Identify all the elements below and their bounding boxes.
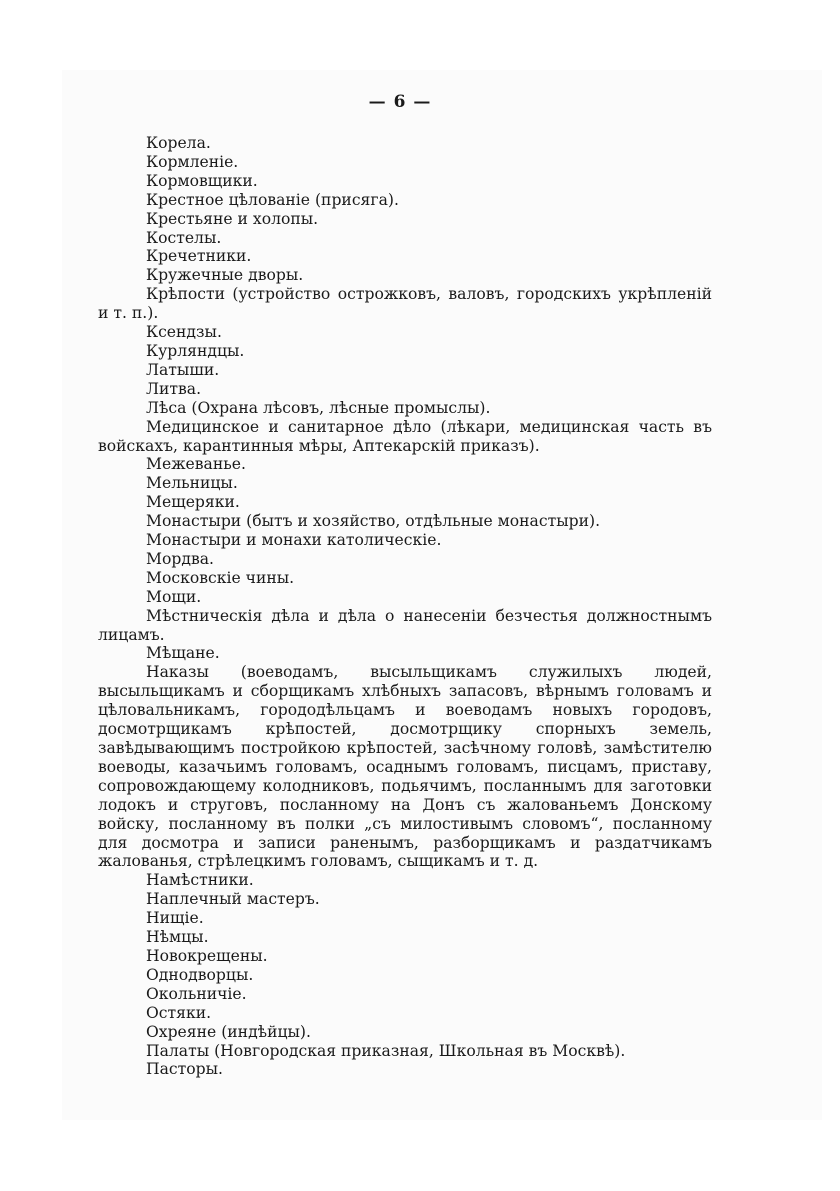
list-item: Наказы (воеводамъ, высыльщикамъ служилыхъ людей, высыльщикамъ и сборщикамъ хлѣбныхъ запасовъ, вѣрнымъ головамъ и цѣловальникамъ, горододѣльцамъ и воеводамъ новыхъ городовъ, досмотрщикамъ крѣпостей, досмотрщику спорныхъ земель, завѣдывающимъ постройкою крѣпостей, засѣчному головѣ, замѣстителю воеводы, казачьимъ головамъ, осаднымъ головамъ, писцамъ, приставу, сопровождающему колодниковъ, подьячимъ, посланнымъ для заготовки лодокъ и струговъ, посланному на Донъ съ жалованьемъ Донскому войску, посланному въ полки „съ милостивымъ словомъ“, посланному для досмотра и записи раненымъ, разборщикамъ и раздатчикамъ жалованья, стрѣлецкимъ головамъ, сыщикамъ и т. д. — [98, 663, 712, 871]
list-item: Намѣстники. — [146, 871, 254, 890]
list-item: Монастыри (бытъ и хозяйство, отдѣльные монастыри). — [146, 512, 601, 531]
list-item: Крестное цѣлованіе (присяга). — [146, 190, 399, 209]
list-item: Кружечные дворы. — [146, 266, 304, 285]
list-item: Мещеряки. — [146, 493, 240, 512]
list-item: Литва. — [146, 379, 202, 398]
list-item: Московскіе чины. — [146, 568, 295, 587]
list-item: Кормленіе. — [146, 152, 239, 171]
list-item: Нищіе. — [146, 909, 204, 928]
list-item: Нѣмцы. — [146, 928, 209, 947]
list-item: Окольничіе. — [146, 984, 247, 1003]
list-item: Однодворцы. — [146, 965, 254, 984]
list-item: Корела. — [146, 134, 211, 152]
list-item: Лѣса (Охрана лѣсовъ, лѣсные промыслы). — [146, 398, 491, 417]
list-item: Курляндцы. — [146, 341, 245, 360]
list-item: Ксендзы. — [146, 323, 222, 342]
page-number: — 6 — — [368, 92, 432, 112]
list-item: Пасторы. — [146, 1060, 223, 1079]
list-item: Межеванье. — [146, 455, 246, 474]
list-item: Мѣщане. — [146, 644, 220, 663]
list-item: Новокрещены. — [146, 946, 268, 965]
list-item: Охреяне (индѣйцы). — [146, 1022, 311, 1041]
list-item: Крѣпости (устройство острожковъ, валовъ, городскихъ укрѣпленій и т. п.). — [98, 285, 712, 323]
list-item: Мощи. — [146, 587, 202, 606]
subject-index-list — [98, 134, 712, 1079]
list-item: Мѣстническія дѣла и дѣла о нанесеніи безчестья должностнымъ лицамъ. — [98, 606, 712, 644]
list-item: Костелы. — [146, 228, 222, 247]
list-item: Остяки. — [146, 1003, 212, 1022]
list-item: Медицинское и санитарное дѣло (лѣкари, медицинская часть въ войскахъ, карантинныя мѣры, Аптекарскій приказъ). — [98, 417, 712, 455]
list-item: Кречетники. — [146, 247, 252, 266]
list-item: Монастыри и монахи католическіе. — [146, 531, 442, 550]
list-item: Мельницы. — [146, 474, 238, 493]
list-item: Крестьяне и холопы. — [146, 209, 319, 228]
list-item: Палаты (Новгородская приказная, Школьная въ Москвѣ). — [146, 1041, 626, 1060]
list-item: Кормовщики. — [146, 171, 258, 190]
list-item: Мордва. — [146, 549, 214, 568]
list-item: Наплечный мастеръ. — [146, 890, 320, 909]
list-item: Латыши. — [146, 360, 220, 379]
